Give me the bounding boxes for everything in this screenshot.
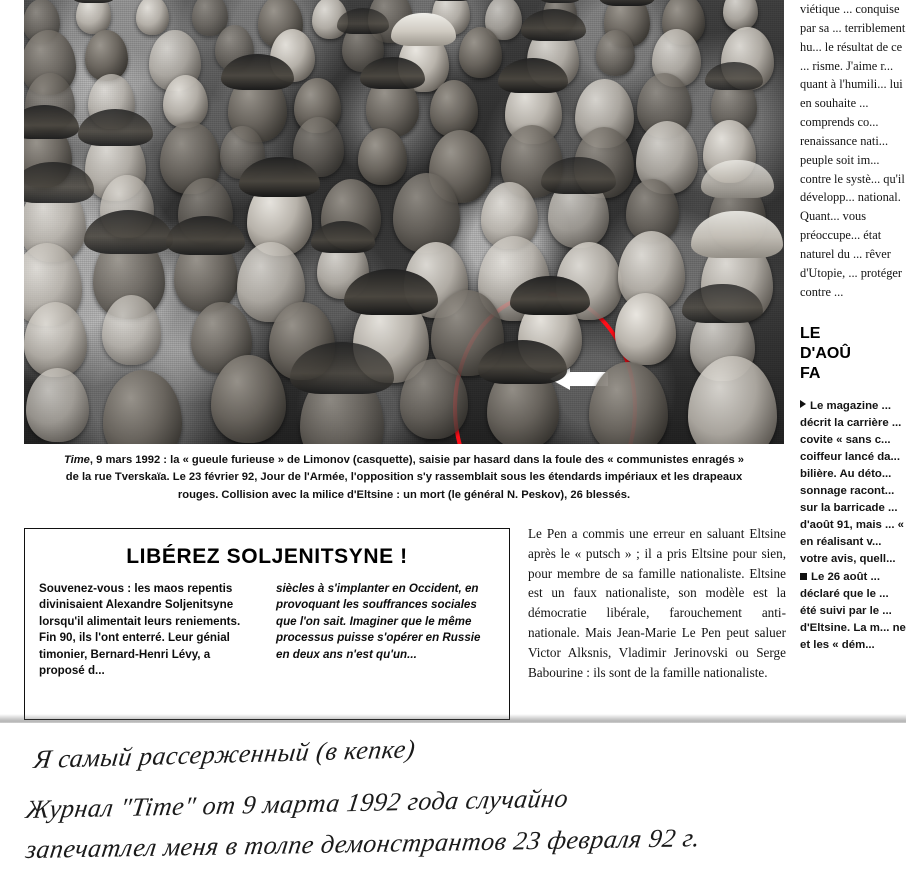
right-heading-line-2: D'AOÛ (800, 344, 851, 362)
crowd-head (174, 237, 238, 312)
caption-line-1: , 9 mars 1992 : la « gueule furieuse » de Limonov (casquette), saisie par hasard dans la foule des « communistes enragés » (89, 454, 745, 466)
crowd-head (723, 0, 758, 30)
handwritten-note (0, 723, 906, 894)
crowd-head (163, 75, 208, 128)
crowd-head (26, 368, 89, 442)
crowd-head (459, 27, 502, 78)
crowd-head (300, 370, 384, 444)
right-heading-line-3: FA (800, 364, 821, 382)
right-text-column (800, 0, 906, 723)
boxed-article-title: LIBÉREZ SOLJENITSYNE ! (126, 545, 408, 568)
boxed-article (24, 528, 510, 720)
photo-caption (24, 452, 784, 504)
handwritten-line-3: запечатлел меня в толпе демонстрантов 23 февраля 92 г. (24, 823, 703, 865)
right-column-para-2-text: Le 26 août ... déclaré que le ... été suivi par le ... d'Eltsine. La m... ne et les « dém... (800, 570, 906, 652)
crowd-head (366, 74, 419, 137)
handwritten-line-1: Я самый рассерженный (в кепке) (32, 734, 418, 775)
body-text-column: Le Pen a commis une erreur en saluant Eltsine après le « putsch » ; il a pris Eltsine pour sien, pour membre de sa famille nationaliste. Eltsine est un faux nationaliste, son modèle est la démocratie libérale, farouchement anti-nationale. Mais Jean-Marie Le Pen peut saluer Victor Alksnis, Vladimir Jerinovski ou Serge Babourine : ils sont de la famille nationaliste. (528, 526, 786, 680)
boxed-article-column-right: siècles à s'implanter en Occident, en provoquant les souffrances sociales que l'on sait. Imaginer que le même processus puisse s'opérer en Russie en deux ans n'est qu'un... (276, 582, 481, 661)
triangle-bullet-icon (800, 400, 806, 408)
crowd-head (548, 177, 609, 248)
crowd-head (358, 128, 407, 185)
caption-line-2: de la rue Tverskaïa. Le 23 février 92, Jour de l'Armée, l'opposition s'y rassemblait sous les étendards impériaux et les drapeaux (65, 471, 743, 484)
clipping-bottom-edge (0, 714, 906, 723)
right-column-top-text: viétique ... conquise par sa ... terriblement hu... le résultat de ce ... risme. J'aime r... quant à l'humili... lui en souhaite ... comprends co... renaissance nati... peuple soit im... contre le systè... qu'il développ... national. Quant... vous préoccupe... état naturel du ... rêver d'Utopie, ... protéger contre ... (800, 2, 906, 299)
crowd-photo (24, 0, 784, 444)
right-column-para-1 (800, 398, 906, 569)
crowd-head (487, 364, 559, 444)
square-bullet-icon (800, 573, 807, 580)
right-heading-line-1: LE (800, 324, 821, 342)
right-column-para-2 (800, 569, 906, 655)
caption-magazine-name: Time (63, 454, 90, 466)
handwritten-line-2: Журнал "Time" от 9 марта 1992 года случайно (24, 783, 571, 825)
right-column-para-1-text: Le magazine ... décrit la carrière ... covite « sans c... coiffeur lancé da... bilière. Au déto... sonnage racont... sur la barricade ... d'août 91, mais ... « en réalisant v... votre avis, quell... (800, 399, 904, 566)
right-column-heading (800, 324, 906, 384)
boxed-article-column-left: Souvenez-vous : les maos repentis divinisaient Alexandre Soljenitsyne lorsqu'il alimentait leurs reniements. Fin 90, ils l'ont enterré. Leur génial timonier, Bernard-Henri Lévy, a proposé d... (39, 582, 241, 678)
crowd-head (400, 359, 468, 439)
caption-line-3: rouges. Collision avec la milice d'Eltsine : un mort (le général N. Peskov), 26 blessés. (177, 488, 631, 501)
boxed-article-columns (39, 581, 495, 680)
crowd-head (76, 0, 111, 34)
crowd-head (136, 0, 169, 35)
